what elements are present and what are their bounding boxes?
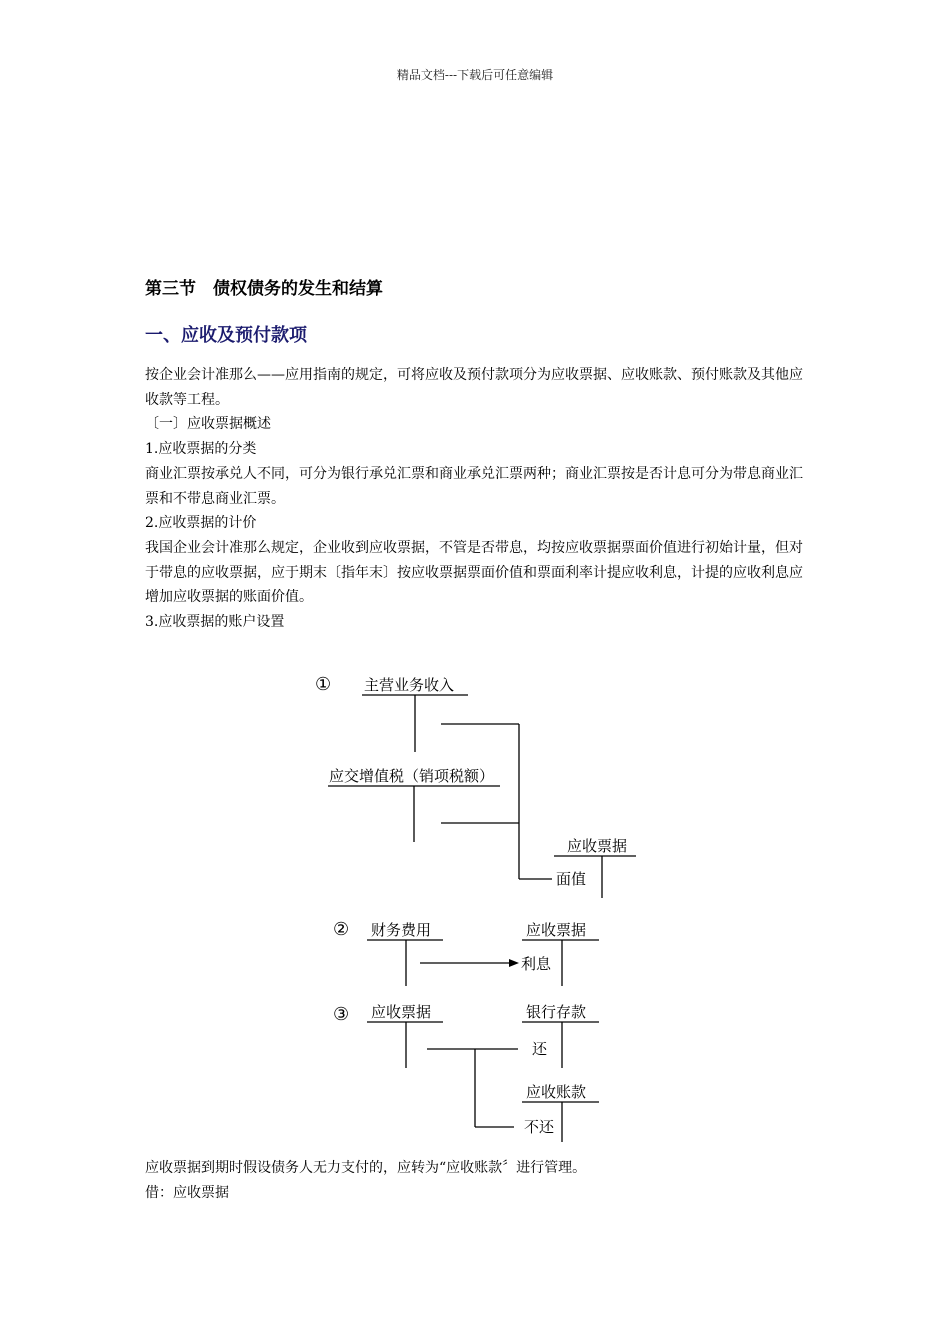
closing-text: [145, 1156, 805, 1205]
paragraph-heading-classification: 1.应收票据的分类: [145, 441, 257, 458]
t-account-diagram: [300, 660, 660, 1150]
marker-1: ①: [315, 674, 332, 695]
paragraph-default-transfer: 应收票据到期时假设债务人无力支付的，应转为“应收账款〞进行管理。: [145, 1160, 587, 1176]
label-notes-receivable-2: 应收票据: [526, 921, 587, 939]
subsection-title: 一、应收及预付款项: [145, 325, 307, 346]
paragraph-heading-valuation: 2.应收票据的计价: [145, 515, 257, 532]
label-bank-deposit: 银行存款: [526, 1003, 587, 1021]
label-main-revenue: 主营业务收入: [364, 676, 455, 694]
section-title: 第三节 债权债务的发生和结算: [145, 279, 383, 299]
label-accounts-receivable: 应收账款: [526, 1083, 587, 1101]
arrow-head-icon: [509, 959, 519, 967]
t-account-diagram-svg: [300, 660, 660, 1150]
body-text: [145, 363, 805, 635]
label-finance-expense: 财务费用: [371, 921, 432, 939]
paragraph-journal-debit: 借：应收票据: [145, 1184, 229, 1201]
marker-3: ③: [333, 1004, 350, 1025]
marker-2: ②: [333, 919, 350, 940]
paragraph-valuation: 我国企业会计准那么规定，企业收到应收票据，不管是否带息，均按应收票据票面价值进行初始计量，但对于带息的应收票据，应于期末〔指年末〕按应收票据票面价值和票面利率计提应收利息，计提的应收利息应增加应收票据的账面价值。: [145, 539, 803, 606]
label-face-value: 面值: [556, 870, 587, 888]
label-vat-output: 应交增值税（销项税额）: [329, 767, 495, 785]
paragraph-heading-accounts: 3.应收票据的账户设置: [145, 614, 285, 631]
paragraph-heading-overview: 〔一〕应收票据概述: [145, 416, 271, 433]
label-repay: 还: [532, 1040, 548, 1058]
page-header: 精品文档---下载后可任意编辑: [396, 68, 554, 82]
paragraph-classification: 商业汇票按承兑人不同，可分为银行承兑汇票和商业承兑汇票两种；商业汇票按是否计息可分为带息商业汇票和不带息商业汇票。: [145, 465, 803, 507]
paragraph-intro: 按企业会计准那么——应用指南的规定，可将应收及预付款项分为应收票据、应收账款、预付账款及其他应收款等工程。: [145, 367, 803, 408]
label-interest: 利息: [521, 955, 552, 973]
label-notes-receivable-1: 应收票据: [567, 837, 628, 855]
label-not-repay: 不还: [524, 1118, 555, 1136]
label-notes-receivable-3: 应收票据: [371, 1003, 432, 1021]
document-body: [145, 275, 805, 635]
